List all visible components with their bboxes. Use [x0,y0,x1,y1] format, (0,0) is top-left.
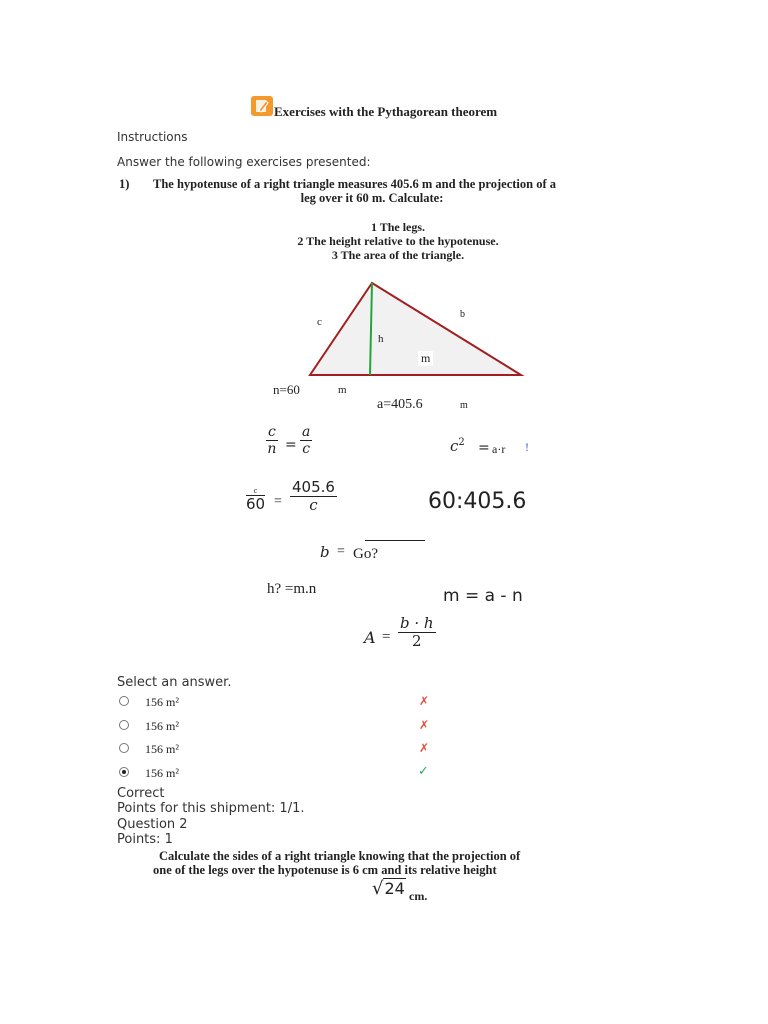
radio-button[interactable] [119,767,129,777]
height-formula: h? =m.n [267,581,317,597]
formula-rhs: Go? [353,546,378,562]
question-text-line2: leg over it 60 m. Calculate: [300,191,444,205]
result-text: Correct [117,786,165,801]
correct-mark-icon: ✓ [418,764,429,779]
task-item: 3 The area of the triangle. [331,248,465,262]
points-label: Points: 1 [117,832,173,847]
label-h: h [378,333,384,345]
fraction: c 60 [246,486,266,514]
label-a: a=405.6 [377,397,423,412]
fraction: $\frac{b \cdot h}{2}$ [400,614,434,650]
formula-rhs: a·r [492,442,506,456]
radio-button[interactable] [119,696,129,706]
answer-label: 156 m² [145,766,179,780]
equals-sign: = [285,437,297,453]
answer-label: 156 m² [145,695,179,709]
question-label: Question 2 [117,817,188,832]
projection-formula: m = a - n [443,586,523,604]
answer-prompt: Select an answer. [117,675,232,690]
equals-sign: = [274,494,282,509]
question2-line1: Calculate the sides of a right triangle knowing that the projection of [159,849,521,863]
radio-button[interactable] [119,720,129,730]
question-number: 1) [119,177,130,191]
radio-button[interactable] [119,743,129,753]
fraction: $\frac{a}{c}$ [302,424,311,457]
label-m-inner: m [418,351,433,366]
points-shipment: Points for this shipment: 1/1. [117,801,305,816]
unit-label: cm. [409,889,428,903]
label-c: c [317,316,322,328]
formula-area-lhs: A [364,628,376,647]
fraction: $\frac{405.6}{c}$ [292,478,335,514]
wrong-mark-icon: ✗ [419,694,430,708]
instructions-label: Instructions [117,130,188,144]
instructions-text: Answer the following exercises presented: [117,155,371,169]
formula-c-squared: $c^2$ [450,437,465,455]
label-b: b [460,309,465,320]
radical-bar [365,540,425,541]
label-m-unit: m [460,400,468,411]
equals-sign: = [382,629,391,645]
answer-label: 156 m² [145,719,179,733]
formula-mark: ! [525,440,529,454]
page-title: Exercises with the Pythagorean theorem [274,104,498,119]
square-root: √24 [372,878,405,899]
question-text-line1: The hypotenuse of a right triangle measures 405.6 m and the projection of a [153,177,556,191]
formula-b: b [320,543,330,561]
task-item: 1 The legs. [370,220,426,234]
fraction: $\frac{c}{n}$ [267,424,277,457]
question2-line2: one of the legs over the hypotenuse is 6 cm and its relative height [153,863,497,877]
ratio-formula: 60:405.6 [428,489,527,514]
label-m-unit: m [338,384,347,396]
triangle-figure [0,0,768,420]
equals-sign: = [337,544,345,559]
label-n: n=60 [273,382,300,397]
wrong-mark-icon: ✗ [419,718,430,732]
task-item: 2 The height relative to the hypotenuse. [297,234,499,248]
wrong-mark-icon: ✗ [419,741,430,755]
answer-label: 156 m² [145,742,179,756]
equals-sign: = [478,440,490,456]
